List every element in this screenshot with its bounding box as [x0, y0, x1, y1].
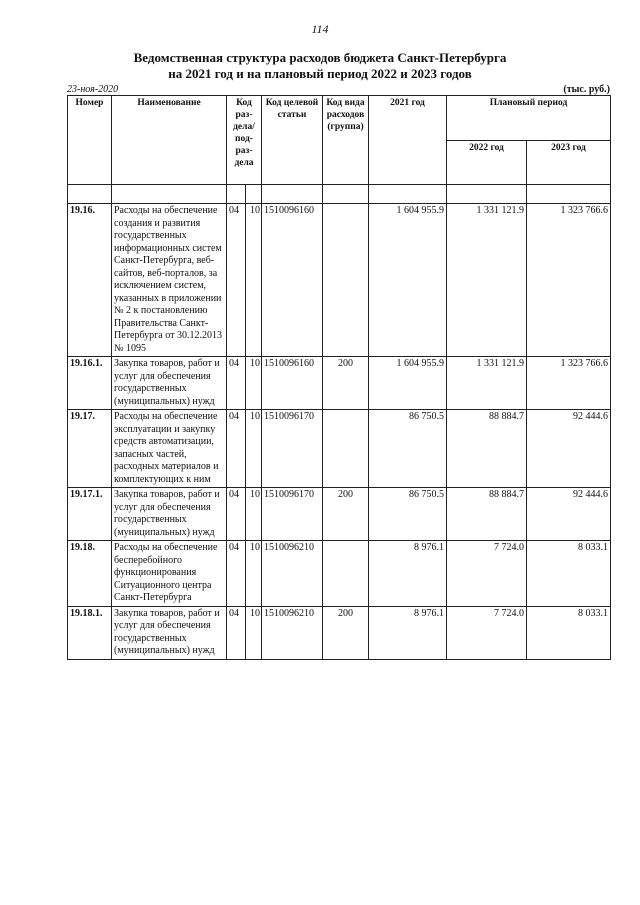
row-target: 1510096160	[262, 357, 323, 410]
row-number: 19.18.1.	[68, 606, 112, 659]
row-expense-type: 200	[323, 357, 369, 410]
table-row	[68, 204, 611, 357]
row-subsection: 10	[246, 541, 262, 607]
row-section: 04	[227, 410, 246, 488]
row-2022: 1 331 121.9	[447, 204, 527, 357]
row-2023: 8 033.1	[527, 541, 611, 607]
row-number: 19.18.	[68, 541, 112, 607]
row-subsection: 10	[246, 488, 262, 541]
row-expense-type: 200	[323, 606, 369, 659]
row-section: 04	[227, 541, 246, 607]
document-title	[0, 50, 640, 82]
spacer-row	[68, 185, 611, 204]
row-number: 19.16.	[68, 204, 112, 357]
header-name: Наименование	[112, 96, 227, 185]
document-date: 23-ноя-2020	[67, 84, 119, 95]
header-number: Номер	[68, 96, 112, 185]
row-subsection: 10	[246, 410, 262, 488]
header-section: Код раз-дела/ под-раз-дела	[227, 96, 262, 185]
row-number: 19.17.	[68, 410, 112, 488]
header-2023: 2023 год	[527, 140, 611, 185]
title-line-2: на 2021 год и на плановый период 2022 и 2023 годов	[168, 66, 472, 81]
row-2023: 92 444.6	[527, 488, 611, 541]
row-target: 1510096170	[262, 410, 323, 488]
row-target: 1510096210	[262, 541, 323, 607]
title-line-1: Ведомственная структура расходов бюджета Санкт-Петербурга	[133, 50, 507, 65]
row-name: Закупка товаров, работ и услуг для обеспечения государственных (муниципальных) нужд	[112, 606, 227, 659]
row-section: 04	[227, 488, 246, 541]
row-2022: 7 724.0	[447, 541, 527, 607]
table-row	[68, 488, 611, 541]
row-expense-type	[323, 410, 369, 488]
table-row	[68, 606, 611, 659]
row-subsection: 10	[246, 204, 262, 357]
row-expense-type: 200	[323, 488, 369, 541]
page-number: 114	[311, 22, 329, 36]
header-planned-period: Плановый период	[447, 96, 611, 141]
row-number: 19.17.1.	[68, 488, 112, 541]
row-name: Расходы на обеспечение создания и развития государственных информационных систем Санкт-Петербурга, веб-сайтов, веб-порталов, за исключением систем, указанных в приложении № 2 к постановлению Правительства Санкт-Петербурга от 30.12.2013 № 1095	[112, 204, 227, 357]
budget-table	[67, 95, 611, 660]
row-2022: 1 331 121.9	[447, 357, 527, 410]
row-section: 04	[227, 204, 246, 357]
row-target: 1510096160	[262, 204, 323, 357]
row-name: Расходы на обеспечение бесперебойного функционирования Ситуационного центра Санкт-Петербурга	[112, 541, 227, 607]
row-name: Закупка товаров, работ и услуг для обеспечения государственных (муниципальных) нужд	[112, 488, 227, 541]
row-name: Расходы на обеспечение эксплуатации и закупку средств автоматизации, запасных частей, расходных материалов и комплектующих к ним	[112, 410, 227, 488]
header-row-1	[68, 96, 611, 141]
row-section: 04	[227, 606, 246, 659]
row-2021: 1 604 955.9	[369, 357, 447, 410]
row-2021: 86 750.5	[369, 410, 447, 488]
row-2021: 8 976.1	[369, 606, 447, 659]
row-2023: 1 323 766.6	[527, 357, 611, 410]
table-row	[68, 410, 611, 488]
row-number: 19.16.1.	[68, 357, 112, 410]
row-target: 1510096210	[262, 606, 323, 659]
row-2022: 88 884.7	[447, 410, 527, 488]
table-row	[68, 357, 611, 410]
row-2023: 92 444.6	[527, 410, 611, 488]
header-2022: 2022 год	[447, 140, 527, 185]
row-2021: 86 750.5	[369, 488, 447, 541]
row-target: 1510096170	[262, 488, 323, 541]
header-2021: 2021 год	[369, 96, 447, 185]
table-row	[68, 541, 611, 607]
row-2023: 1 323 766.6	[527, 204, 611, 357]
row-subsection: 10	[246, 606, 262, 659]
row-2021: 8 976.1	[369, 541, 447, 607]
row-name: Закупка товаров, работ и услуг для обеспечения государственных (муниципальных) нужд	[112, 357, 227, 410]
row-expense-type	[323, 204, 369, 357]
row-2023: 8 033.1	[527, 606, 611, 659]
header-target: Код целевой статьи	[262, 96, 323, 185]
row-2022: 7 724.0	[447, 606, 527, 659]
row-2021: 1 604 955.9	[369, 204, 447, 357]
units-label: (тыс. руб.)	[563, 84, 610, 95]
row-section: 04	[227, 357, 246, 410]
row-expense-type	[323, 541, 369, 607]
row-subsection: 10	[246, 357, 262, 410]
header-expense-type: Код вида расходов (группа)	[323, 96, 369, 185]
row-2022: 88 884.7	[447, 488, 527, 541]
